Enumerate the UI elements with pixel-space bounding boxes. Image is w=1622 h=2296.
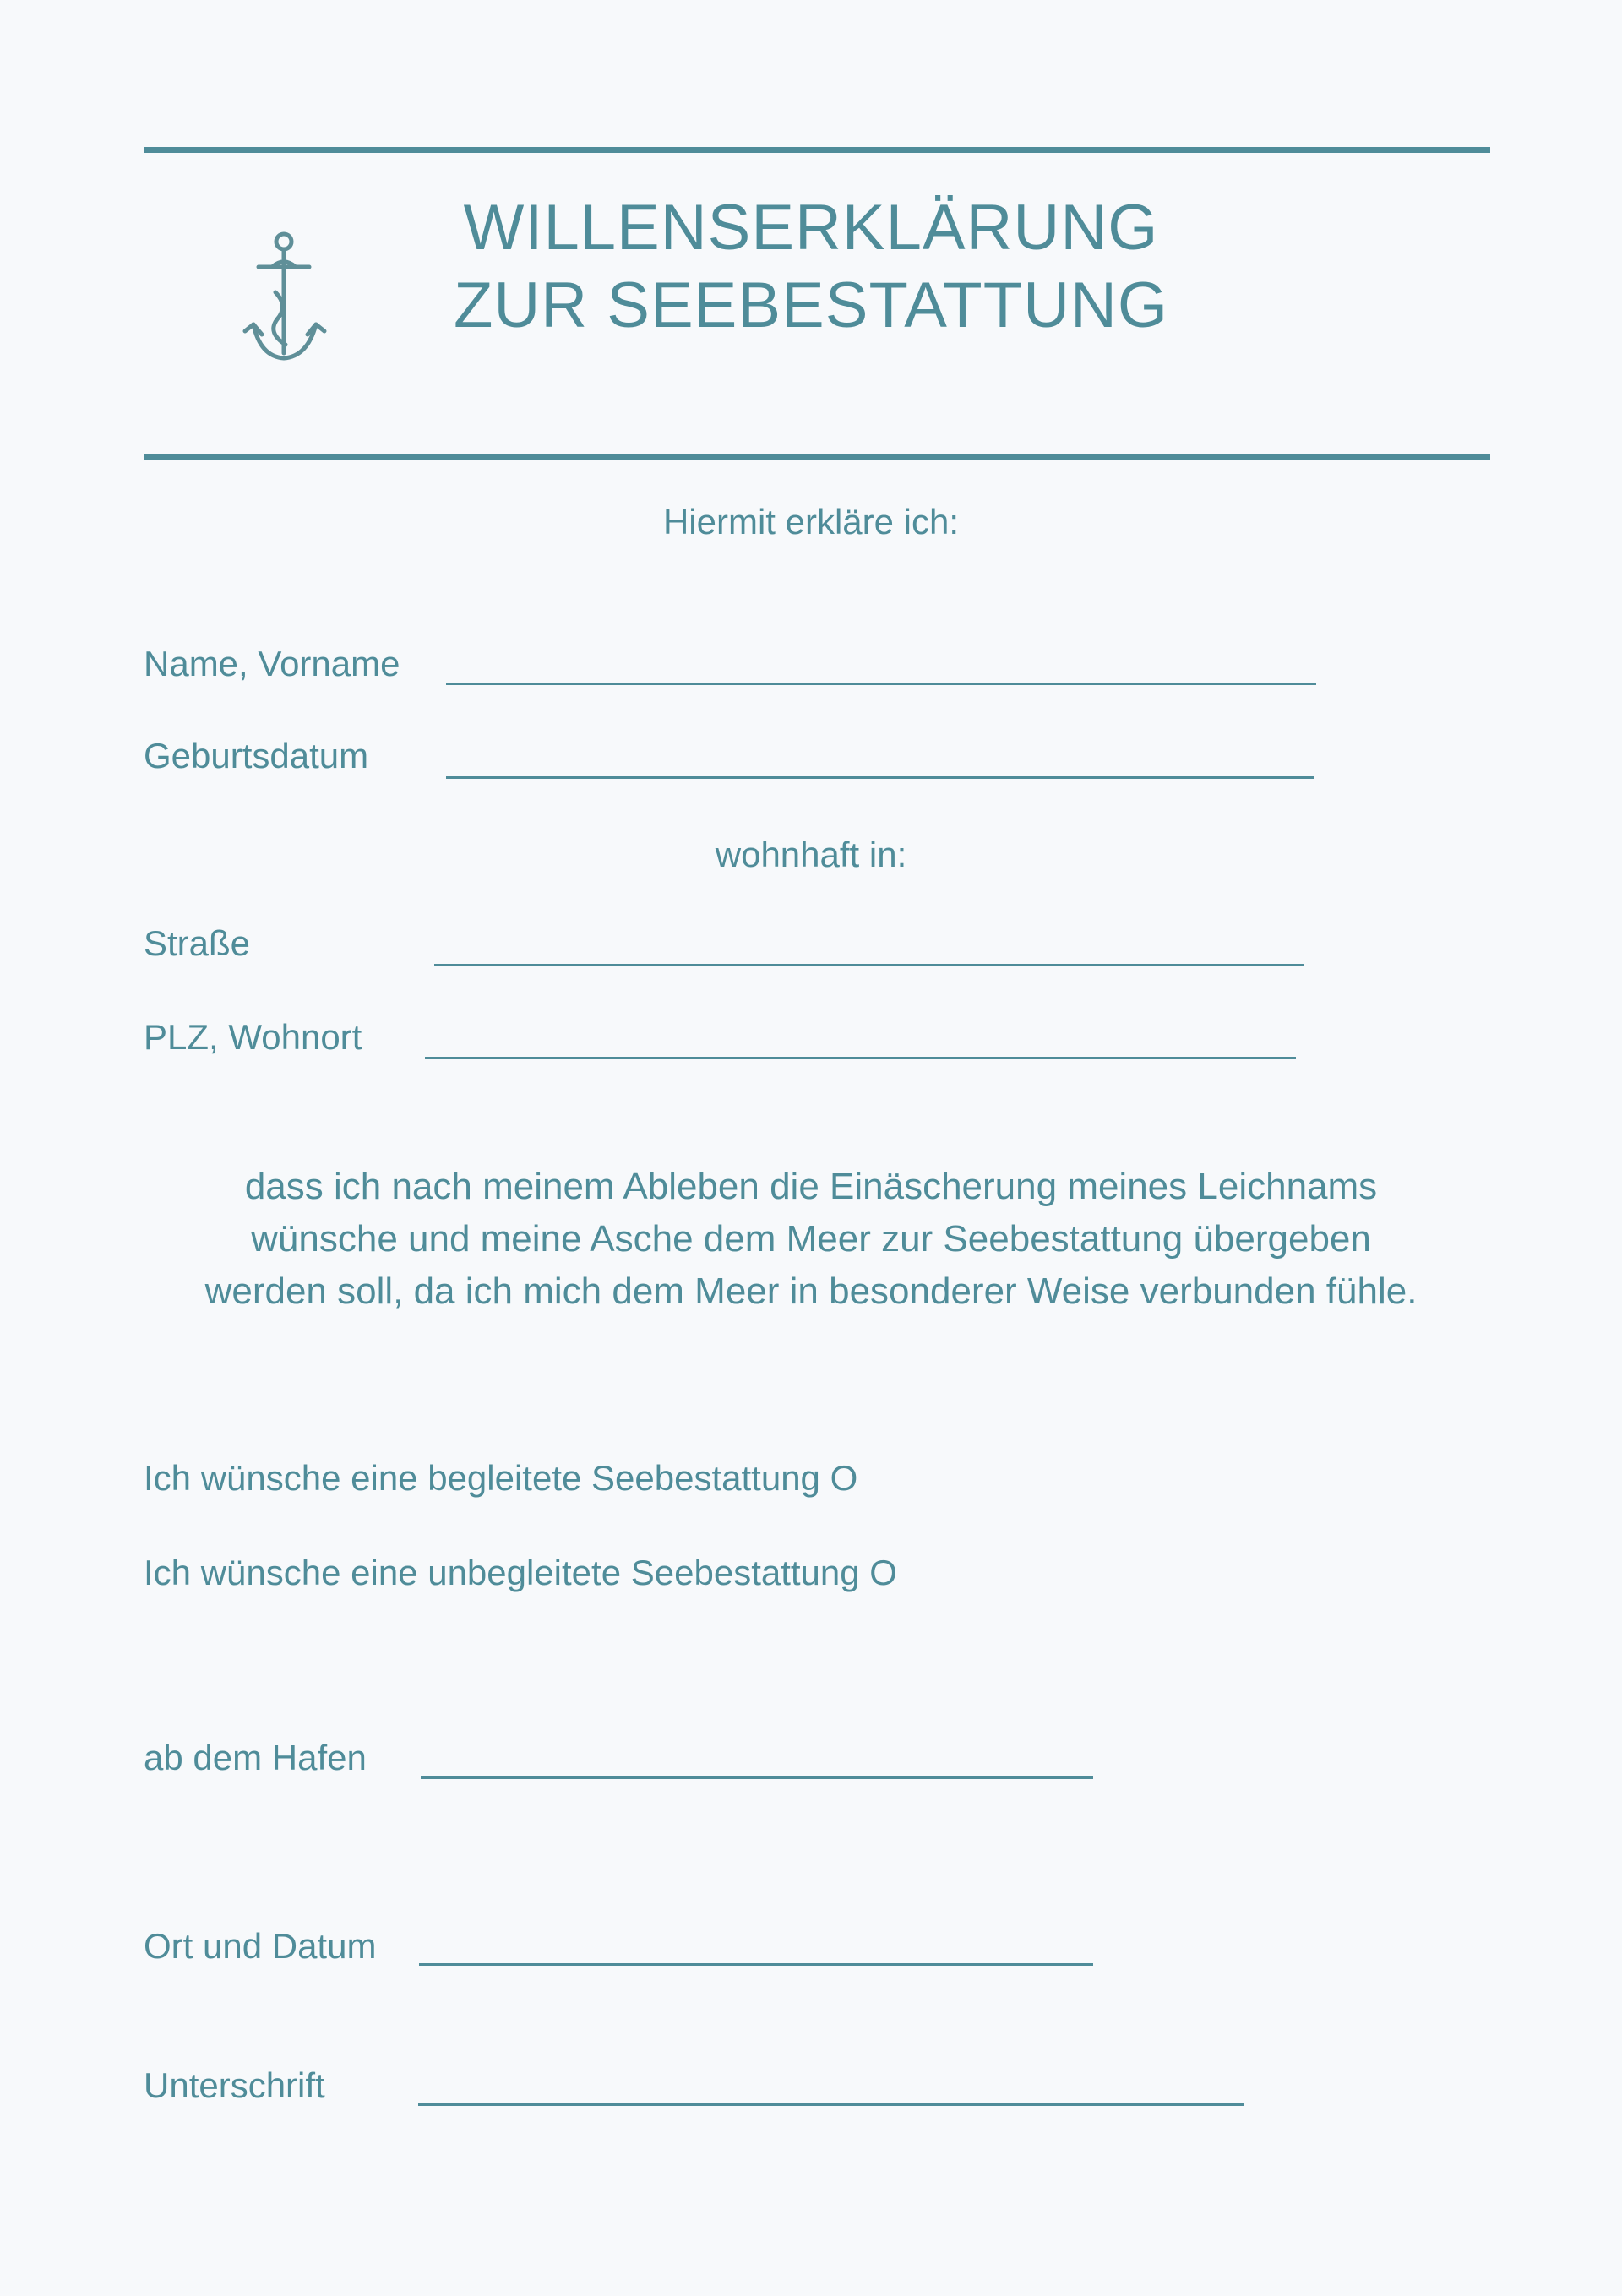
street-label: Straße [144,923,251,963]
document-title-line-1: WILLENSERKLÄRUNG [463,192,1159,264]
place-date-field[interactable] [419,1963,1093,1966]
birthdate-label: Geburtsdatum [144,736,369,775]
birthdate-field[interactable] [446,776,1314,779]
name-label: Name, Vorname [144,644,400,683]
residence-heading: wohnhaft in: [715,835,907,874]
top-rule [144,147,1490,153]
unaccompanied-option[interactable]: Ich wünsche eine unbegleitete Seebestattung O [144,1553,897,1592]
name-field[interactable] [446,683,1316,685]
bottom-rule [144,454,1490,460]
document-title-line-2: ZUR SEEBESTATTUNG [453,269,1169,341]
intro-text: Hiermit erkläre ich: [662,502,960,541]
declaration-text: dass ich nach meinem Ableben die Einäscherung meines Leichnams wünsche und meine Asche dem Meer zur Seebestattung übergeben werden soll, da ich mich dem Meer in besonderer Weise verbunden fühle. [204,1166,1418,1312]
zip-city-field[interactable] [425,1057,1296,1059]
accompanied-option[interactable]: Ich wünsche eine begleitete Seebestattung O [144,1458,858,1498]
harbor-label: ab dem Hafen [144,1738,367,1777]
harbor-field[interactable] [421,1776,1093,1779]
signature-field[interactable] [418,2103,1244,2106]
street-field[interactable] [434,964,1304,966]
place-date-label: Ort und Datum [144,1926,377,1966]
signature-label: Unterschrift [144,2065,325,2105]
zip-city-label: PLZ, Wohnort [144,1017,362,1057]
